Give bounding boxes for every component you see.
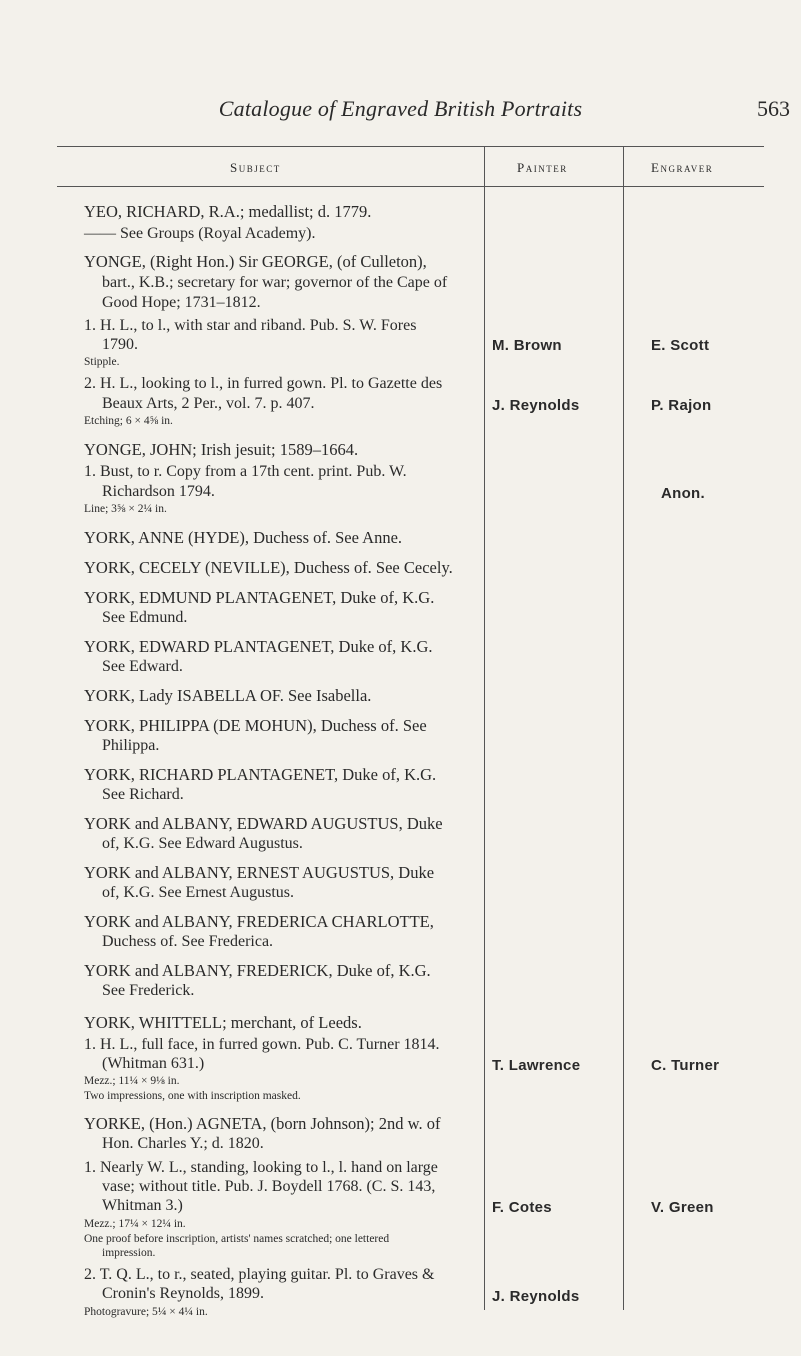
column-divider-1 (484, 146, 485, 1310)
entry-heading: YORK and ALBANY, FREDERICA CHARLOTTE, (84, 912, 434, 931)
painter-name: T. Lawrence (492, 1057, 581, 1074)
portrait-item: 1. Bust, to r. Copy from a 17th cent. print. Pub. W. (84, 463, 407, 480)
cross-reference: See Edmund. (102, 609, 188, 626)
entry-heading: YORK, WHITTELL; merchant, of Leeds. (84, 1013, 362, 1032)
portrait-item: Beaux Arts, 2 Per., vol. 7. p. 407. (102, 395, 315, 412)
cross-reference: —— See Groups (Royal Academy). (84, 225, 316, 242)
painter-name: J. Reynolds (492, 1288, 580, 1305)
entry-heading: YORK, CECELY (NEVILLE), Duchess of. See Cecely. (84, 558, 453, 577)
entry-heading: YORK, Lady ISABELLA OF. See Isabella. (84, 686, 372, 705)
impression-note: One proof before inscription, artists' names scratched; one lettered (84, 1233, 390, 1245)
cross-reference: of, K.G. See Ernest Augustus. (102, 884, 294, 901)
portrait-item: Whitman 3.) (102, 1197, 183, 1214)
entry-heading: YONGE, (Right Hon.) Sir GEORGE, (of Culleton), (84, 252, 427, 271)
portrait-item: 1. Nearly W. L., standing, looking to l., l. hand on large (84, 1159, 438, 1176)
cross-reference: See Frederick. (102, 982, 195, 999)
entry-heading: YORK, EDWARD PLANTAGENET, Duke of, K.G. (84, 637, 433, 656)
technique-note: Stipple. (84, 356, 120, 368)
header-rule (57, 186, 764, 187)
painter-name: J. Reynolds (492, 397, 580, 414)
portrait-item: 2. H. L., looking to l., in furred gown. Pl. to Gazette des (84, 375, 443, 392)
entry-heading: YORK and ALBANY, FREDERICK, Duke of, K.G. (84, 961, 431, 980)
entry-heading: YORK, EDMUND PLANTAGENET, Duke of, K.G. (84, 588, 435, 607)
engraver-name: V. Green (651, 1199, 714, 1216)
technique-note: Photogravure; 5¼ × 4¼ in. (84, 1306, 208, 1318)
portrait-item: Richardson 1794. (102, 483, 215, 500)
impression-note: Two impressions, one with inscription masked. (84, 1090, 301, 1102)
technique-note: Mezz.; 17¼ × 12¼ in. (84, 1218, 186, 1230)
running-title: Catalogue of Engraved British Portraits (218, 96, 583, 121)
column-header-subject: Subject (230, 160, 281, 175)
column-header-engraver: Engraver (651, 160, 714, 175)
entry-description: Good Hope; 1731–1812. (102, 294, 261, 311)
entry-heading: YORK and ALBANY, EDWARD AUGUSTUS, Duke (84, 814, 443, 833)
cross-reference: of, K.G. See Edward Augustus. (102, 835, 303, 852)
entry-heading: YONGE, JOHN; Irish jesuit; 1589–1664. (84, 440, 359, 459)
engraver-name: Anon. (661, 485, 705, 502)
portrait-item: 1. H. L., full face, in furred gown. Pub. C. Turner 1814. (84, 1036, 440, 1053)
portrait-item: 1. H. L., to l., with star and riband. Pub. S. W. Fores (84, 317, 417, 334)
portrait-item: 2. T. Q. L., to r., seated, playing guitar. Pl. to Graves & (84, 1266, 435, 1283)
entry-description: Hon. Charles Y.; d. 1820. (102, 1135, 264, 1152)
entry-heading: YORKE, (Hon.) AGNETA, (born Johnson); 2nd w. of (84, 1114, 441, 1133)
engraver-name: E. Scott (651, 337, 710, 354)
portrait-item: Cronin's Reynolds, 1899. (102, 1285, 264, 1302)
painter-name: M. Brown (492, 337, 562, 354)
engraver-name: C. Turner (651, 1057, 720, 1074)
technique-note: Etching; 6 × 4⅝ in. (84, 415, 173, 427)
entry-heading: YORK, PHILIPPA (DE MOHUN), Duchess of. See (84, 716, 427, 735)
entry-heading: YORK, ANNE (HYDE), Duchess of. See Anne. (84, 528, 403, 547)
column-divider-2 (623, 146, 624, 1310)
entry-heading: YEO, RICHARD, R.A.; medallist; d. 1779. (84, 202, 372, 221)
cross-reference: See Edward. (102, 658, 183, 675)
portrait-item: (Whitman 631.) (102, 1055, 205, 1072)
page-number: 563 (757, 96, 790, 121)
painter-name: F. Cotes (492, 1199, 552, 1216)
engraver-name: P. Rajon (651, 397, 712, 414)
technique-note: Mezz.; 11¼ × 9⅛ in. (84, 1075, 180, 1087)
cross-reference: Duchess of. See Frederica. (102, 933, 274, 950)
cross-reference: See Richard. (102, 786, 184, 803)
entry-heading: YORK, RICHARD PLANTAGENET, Duke of, K.G. (84, 765, 437, 784)
column-header-painter: Painter (517, 160, 568, 175)
entry-description: bart., K.B.; secretary for war; governor of the Cape of (102, 274, 448, 291)
cross-reference: Philippa. (102, 737, 160, 754)
entry-heading: YORK and ALBANY, ERNEST AUGUSTUS, Duke (84, 863, 435, 882)
portrait-item: 1790. (102, 336, 138, 353)
impression-note: impression. (102, 1247, 156, 1259)
technique-note: Line; 3⅝ × 2¼ in. (84, 503, 167, 515)
portrait-item: vase; without title. Pub. J. Boydell 1768. (C. S. 143, (102, 1178, 436, 1195)
top-rule (57, 146, 764, 147)
